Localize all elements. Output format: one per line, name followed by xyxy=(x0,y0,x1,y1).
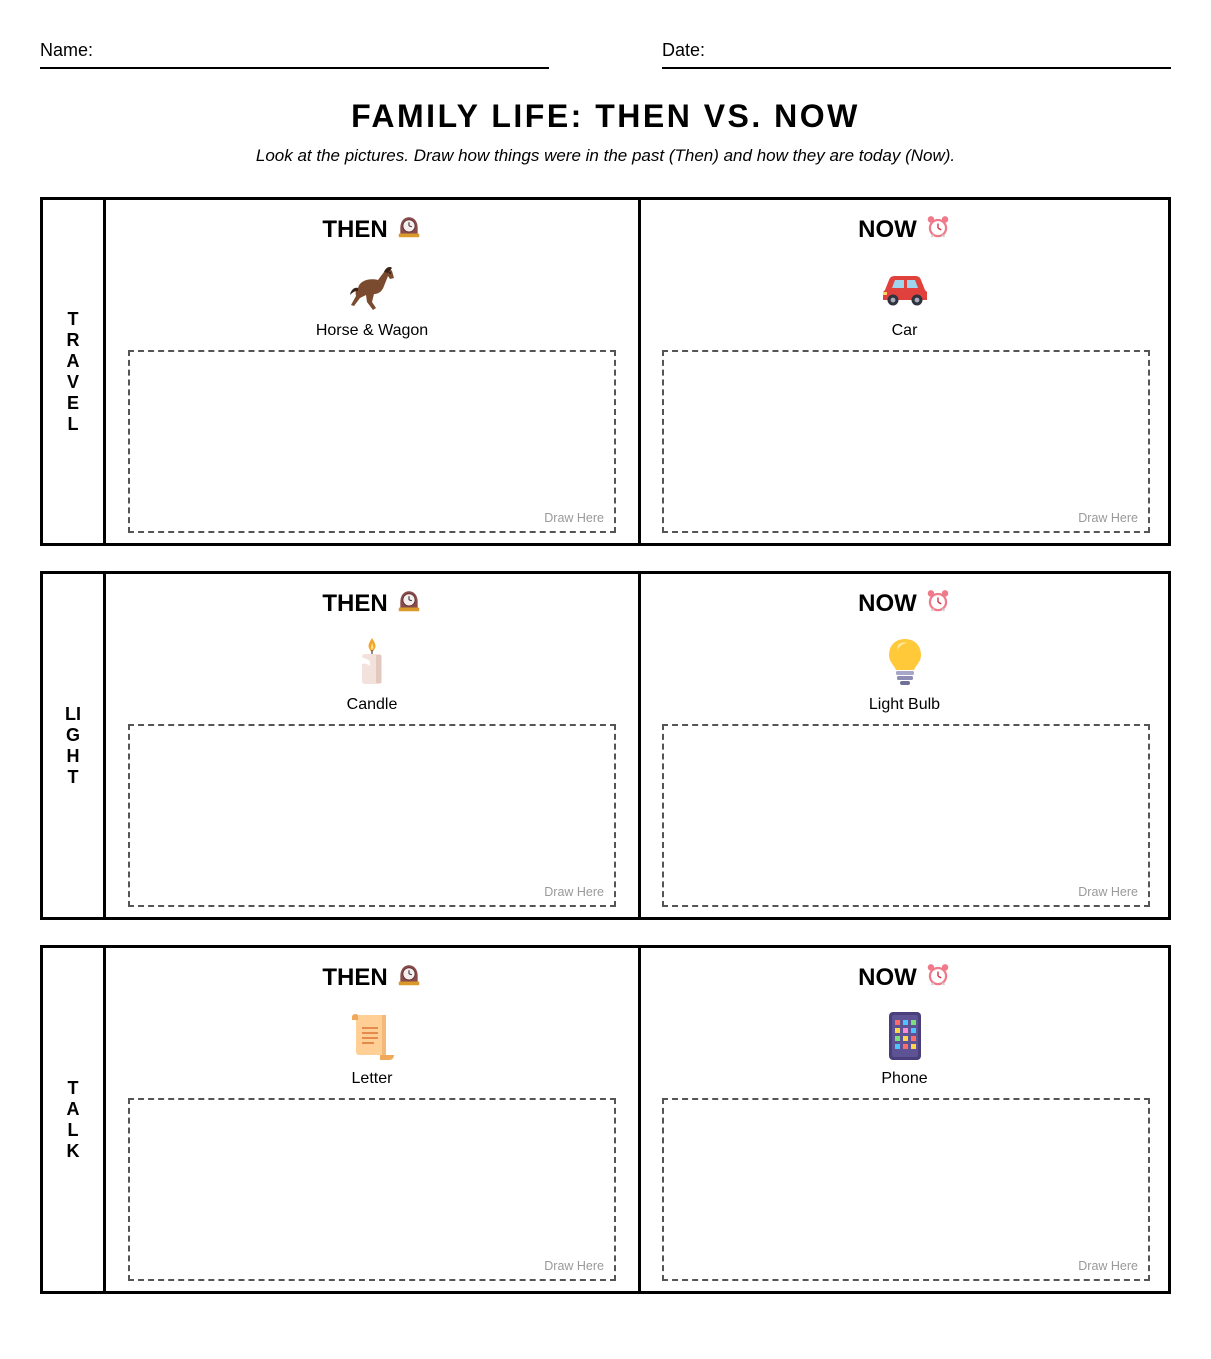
car-icon xyxy=(879,262,931,314)
name-field[interactable] xyxy=(40,38,549,69)
section-label: TRAVEL xyxy=(66,308,80,434)
panel-heading xyxy=(641,214,1168,245)
section-light xyxy=(40,571,1171,920)
drawing-area[interactable] xyxy=(662,724,1150,907)
mantel-clock-icon xyxy=(396,962,422,988)
drawing-area[interactable] xyxy=(128,724,616,907)
item-label: Car xyxy=(891,322,918,339)
draw-hint: Draw Here xyxy=(544,1259,604,1273)
then-panel xyxy=(106,948,638,1291)
worksheet-title: FAMILY LIFE: THEN VS. NOW xyxy=(351,98,860,134)
section-side xyxy=(43,574,106,917)
scroll-icon xyxy=(346,1010,398,1062)
item-label: Letter xyxy=(351,1070,393,1087)
section-label: TALK xyxy=(66,1077,80,1161)
now-panel xyxy=(638,948,1168,1291)
section-side xyxy=(43,200,106,543)
drawing-area[interactable] xyxy=(662,1098,1150,1281)
horse-icon xyxy=(346,262,398,314)
section-talk xyxy=(40,945,1171,1294)
now-panel xyxy=(638,574,1168,917)
then-heading: THEN xyxy=(322,964,388,991)
then-heading: THEN xyxy=(322,590,388,617)
candle-icon xyxy=(346,636,398,688)
phone-icon xyxy=(879,1010,931,1062)
now-heading: NOW xyxy=(858,964,917,991)
drawing-area[interactable] xyxy=(662,350,1150,533)
draw-hint: Draw Here xyxy=(1078,511,1138,525)
worksheet-instructions: Look at the pictures. Draw how things were in the past (Then) and how they are today (Now). xyxy=(255,146,956,165)
item-label: Light Bulb xyxy=(868,696,941,713)
now-heading: NOW xyxy=(858,216,917,243)
then-panel xyxy=(106,200,638,543)
date-label: Date: xyxy=(662,40,706,60)
then-heading: THEN xyxy=(322,216,388,243)
then-panel xyxy=(106,574,638,917)
panel-heading xyxy=(641,962,1168,993)
name-label: Name: xyxy=(40,40,94,60)
draw-hint: Draw Here xyxy=(1078,1259,1138,1273)
alarm-clock-icon xyxy=(925,214,951,240)
draw-hint: Draw Here xyxy=(544,885,604,899)
name-date-bar xyxy=(40,38,1171,69)
drawing-area[interactable] xyxy=(128,1098,616,1281)
mantel-clock-icon xyxy=(396,214,422,240)
panel-heading xyxy=(106,214,638,245)
now-heading: NOW xyxy=(858,590,917,617)
now-panel xyxy=(638,200,1168,543)
panel-heading xyxy=(641,588,1168,619)
panel-heading xyxy=(106,962,638,993)
panel-heading xyxy=(106,588,638,619)
draw-hint: Draw Here xyxy=(544,511,604,525)
item-label: Phone xyxy=(881,1070,928,1087)
mantel-clock-icon xyxy=(396,588,422,614)
light-bulb-icon xyxy=(879,636,931,688)
section-travel xyxy=(40,197,1171,546)
alarm-clock-icon xyxy=(925,588,951,614)
item-label: Candle xyxy=(346,696,398,713)
section-label: LIGHT xyxy=(65,703,81,787)
draw-hint: Draw Here xyxy=(1078,885,1138,899)
drawing-area[interactable] xyxy=(128,350,616,533)
alarm-clock-icon xyxy=(925,962,951,988)
section-side xyxy=(43,948,106,1291)
item-label: Horse & Wagon xyxy=(315,322,429,339)
date-field[interactable] xyxy=(662,38,1171,69)
